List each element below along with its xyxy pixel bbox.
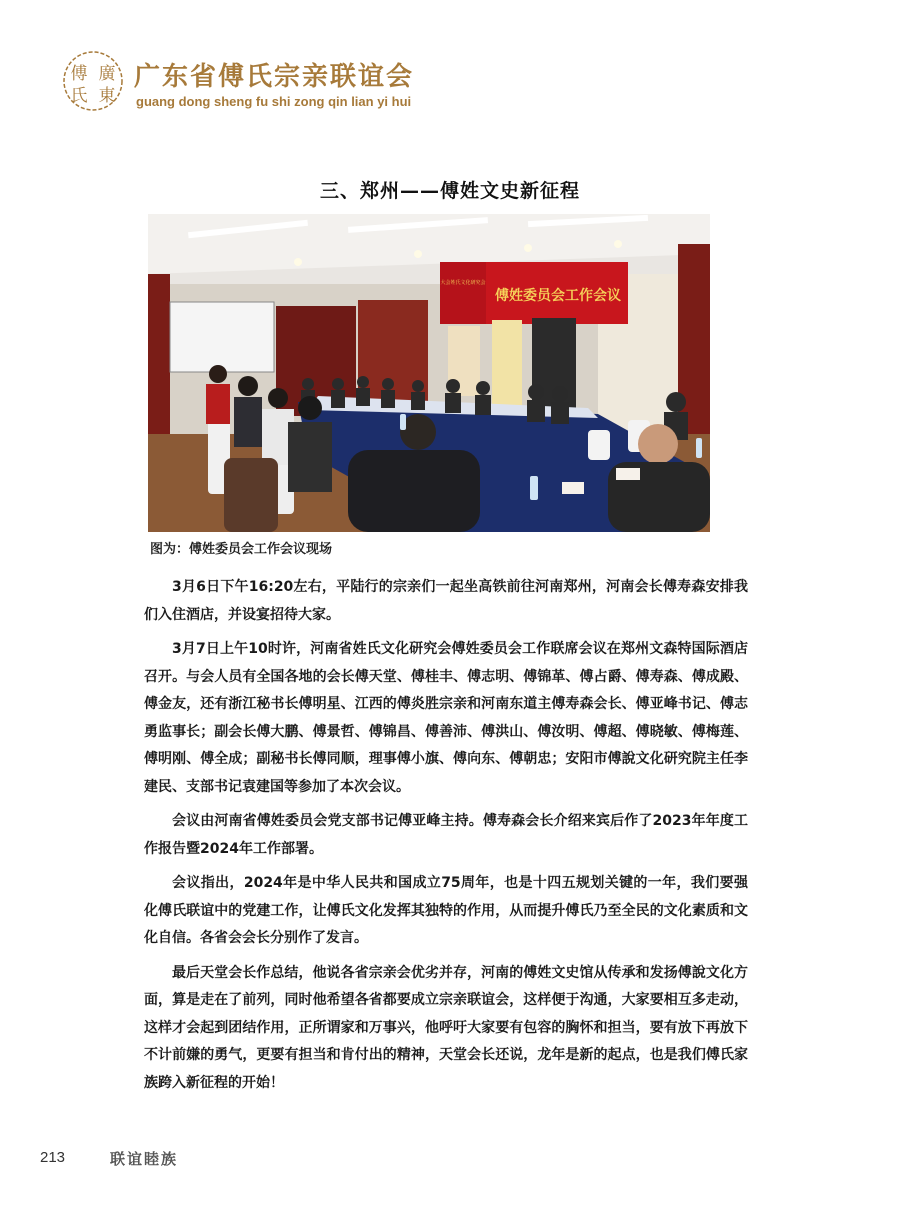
svg-text:廣: 廣: [98, 64, 116, 84]
section-title: 三、郑州——傅姓文史新征程: [319, 180, 580, 202]
photo-caption: 图为：傅姓委员会工作会议现场: [150, 542, 333, 557]
org-seal-logo: [62, 50, 124, 112]
article-paragraph: 最后天堂会长作总结，他说各省宗亲会优劣并存，河南的傅姓文史馆从传承和发扬傅說文化方面，算是走在了前列，同时他希望各省都要成立宗亲联谊会，这样便于沟通，大家要相互多走动，这样才会起到团结作用，正所谓家和万事兴，他呼吁大家要有包容的胸怀和担当，要有放下再放下不计前嫌的勇气，更要有担当和肯付出的精神，天堂会长还说，龙年是新的起点，也是我们傅氏家族跨入新征程的开始！: [144, 964, 748, 1091]
footer-title: 联谊睦族: [110, 1150, 179, 1168]
article-paragraph: 3月6日下午16:20左右，平陆行的宗亲们一起坐高铁前往河南郑州，河南会长傅寿森安排我们入住酒店，并设宴招待大家。: [144, 579, 748, 623]
svg-text:大会姓氏文化研究会: 大会姓氏文化研究会: [440, 280, 486, 286]
article-paragraph: 会议由河南省傅姓委员会党支部书记傅亚峰主持。傅寿森会长介绍来宾后作了2023年年度工作报告暨2024年工作部署。: [144, 813, 748, 857]
article-body: [144, 574, 748, 1104]
article-paragraph: 会议指出，2024年是中华人民共和国成立75周年，也是十四五规划关键的一年，我们要强化傅氏联谊中的党建工作，让傅氏文化发挥其独特的作用，从而提升傅氏乃至全民的文化素质和文化自信。各省会会长分别作了发言。: [144, 875, 748, 946]
article-paragraph: 3月7日上午10时许，河南省姓氏文化研究会傅姓委员会工作联席会议在郑州文森特国际酒店召开。与会人员有全国各地的会长傅天堂、傅桂丰、傅志明、傅锦革、傅占爵、傅寿森、傅成殿、傅金友，还有浙江秘书长傅明星、江西的傅炎胜宗亲和河南东道主傅寿森会长、傅亚峰书记、傅志勇监事长；副会长傅大鹏、傅景哲、傅锦昌、傅善沛、傅洪山、傅汝明、傅超、傅晓敏、傅梅莲、傅明刚、傅全成；副秘书长傅同顺，理事傅小旗、傅向东、傅朝忠；安阳市傅說文化研究院主任李建民、支部书记袁建国等参加了本次会议。: [144, 641, 748, 795]
page-number: 213: [40, 1149, 66, 1166]
svg-text:傅: 傅: [70, 64, 88, 84]
org-title: 广东省傅氏宗亲联谊会: [134, 62, 415, 92]
meeting-photo: [148, 214, 710, 532]
svg-text:傅姓委员会工作会议: 傅姓委员会工作会议: [495, 288, 621, 304]
page-header: [62, 50, 482, 120]
svg-text:東: 東: [98, 86, 116, 106]
org-pinyin: guang dong sheng fu shi zong qin lian yi hui: [136, 94, 412, 109]
meeting-scene: [148, 214, 710, 532]
svg-text:氏: 氏: [70, 86, 88, 106]
